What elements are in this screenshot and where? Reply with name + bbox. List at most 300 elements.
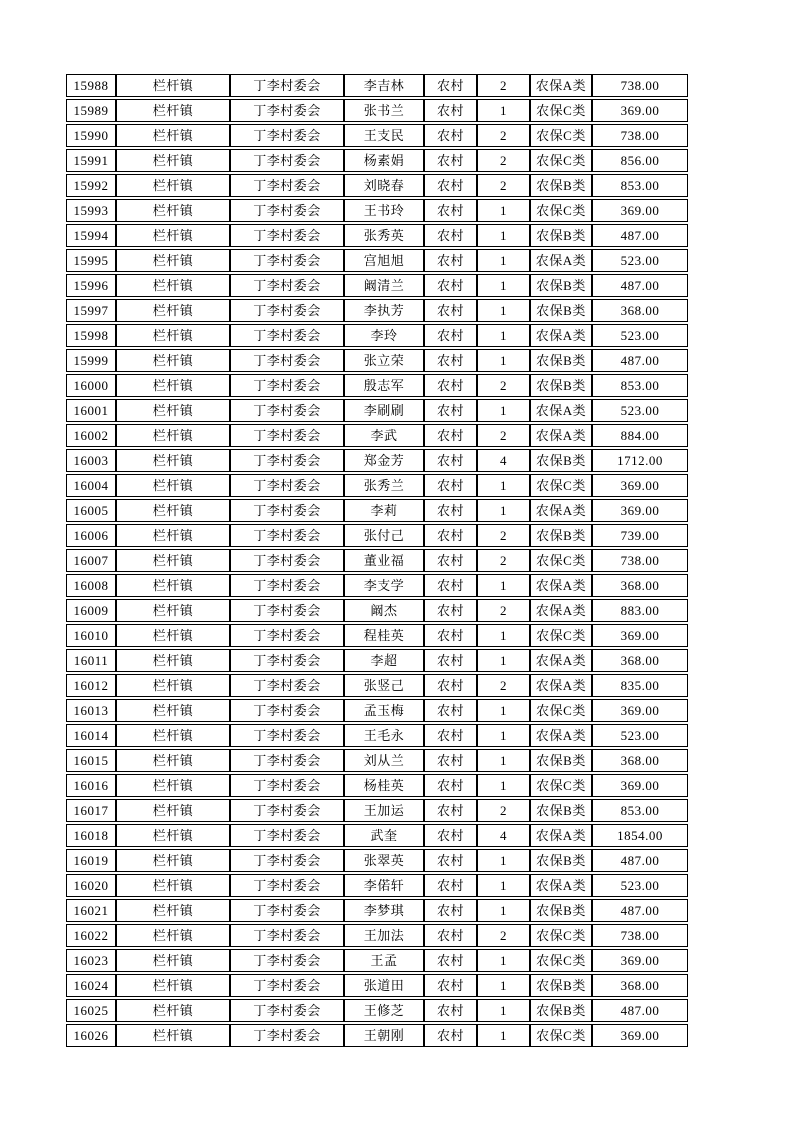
cell-person-count: 2	[477, 924, 530, 947]
cell-serial: 16002	[66, 424, 116, 447]
cell-name: 李刷刷	[344, 399, 424, 422]
cell-name: 董业福	[344, 549, 424, 572]
cell-town: 栏杆镇	[116, 599, 230, 622]
cell-village: 丁李村委会	[230, 674, 344, 697]
cell-serial: 15989	[66, 99, 116, 122]
cell-household-type: 农村	[424, 1024, 477, 1047]
cell-household-type: 农村	[424, 149, 477, 172]
cell-village: 丁李村委会	[230, 624, 344, 647]
cell-village: 丁李村委会	[230, 349, 344, 372]
cell-insurance-category: 农保B类	[530, 524, 592, 547]
cell-name: 杨素娟	[344, 149, 424, 172]
cell-village: 丁李村委会	[230, 399, 344, 422]
cell-amount: 853.00	[592, 799, 688, 822]
cell-serial: 15988	[66, 74, 116, 97]
cell-amount: 853.00	[592, 174, 688, 197]
cell-village: 丁李村委会	[230, 974, 344, 997]
cell-town: 栏杆镇	[116, 624, 230, 647]
cell-insurance-category: 农保A类	[530, 674, 592, 697]
cell-name: 王孟	[344, 949, 424, 972]
cell-name: 张道田	[344, 974, 424, 997]
table-row	[66, 299, 688, 322]
cell-person-count: 1	[477, 649, 530, 672]
cell-village: 丁李村委会	[230, 999, 344, 1022]
table-row	[66, 324, 688, 347]
cell-town: 栏杆镇	[116, 999, 230, 1022]
cell-name: 李支学	[344, 574, 424, 597]
table-row	[66, 799, 688, 822]
cell-town: 栏杆镇	[116, 474, 230, 497]
cell-village: 丁李村委会	[230, 899, 344, 922]
cell-person-count: 2	[477, 424, 530, 447]
cell-village: 丁李村委会	[230, 374, 344, 397]
cell-village: 丁李村委会	[230, 449, 344, 472]
cell-insurance-category: 农保B类	[530, 224, 592, 247]
table-row	[66, 399, 688, 422]
cell-serial: 15999	[66, 349, 116, 372]
table-row	[66, 274, 688, 297]
cell-name: 李梦琪	[344, 899, 424, 922]
cell-household-type: 农村	[424, 374, 477, 397]
cell-person-count: 1	[477, 974, 530, 997]
cell-town: 栏杆镇	[116, 874, 230, 897]
cell-serial: 15992	[66, 174, 116, 197]
cell-town: 栏杆镇	[116, 324, 230, 347]
cell-name: 李超	[344, 649, 424, 672]
table-row	[66, 349, 688, 372]
cell-village: 丁李村委会	[230, 299, 344, 322]
cell-insurance-category: 农保B类	[530, 799, 592, 822]
cell-name: 阚清兰	[344, 274, 424, 297]
cell-village: 丁李村委会	[230, 274, 344, 297]
cell-person-count: 1	[477, 574, 530, 597]
cell-town: 栏杆镇	[116, 124, 230, 147]
cell-household-type: 农村	[424, 274, 477, 297]
cell-village: 丁李村委会	[230, 324, 344, 347]
cell-village: 丁李村委会	[230, 199, 344, 222]
cell-amount: 883.00	[592, 599, 688, 622]
cell-amount: 369.00	[592, 699, 688, 722]
table-row	[66, 674, 688, 697]
cell-person-count: 1	[477, 774, 530, 797]
cell-serial: 16016	[66, 774, 116, 797]
cell-person-count: 1	[477, 999, 530, 1022]
cell-name: 李武	[344, 424, 424, 447]
cell-town: 栏杆镇	[116, 649, 230, 672]
cell-person-count: 2	[477, 524, 530, 547]
cell-household-type: 农村	[424, 174, 477, 197]
cell-name: 王加法	[344, 924, 424, 947]
table-row	[66, 924, 688, 947]
cell-amount: 368.00	[592, 299, 688, 322]
cell-name: 李偌轩	[344, 874, 424, 897]
cell-insurance-category: 农保B类	[530, 449, 592, 472]
cell-insurance-category: 农保A类	[530, 499, 592, 522]
cell-name: 王朝刚	[344, 1024, 424, 1047]
cell-town: 栏杆镇	[116, 149, 230, 172]
cell-person-count: 1	[477, 724, 530, 747]
cell-household-type: 农村	[424, 624, 477, 647]
cell-amount: 369.00	[592, 499, 688, 522]
cell-household-type: 农村	[424, 99, 477, 122]
cell-town: 栏杆镇	[116, 849, 230, 872]
table-row	[66, 499, 688, 522]
cell-village: 丁李村委会	[230, 599, 344, 622]
cell-insurance-category: 农保A类	[530, 574, 592, 597]
cell-village: 丁李村委会	[230, 874, 344, 897]
cell-name: 孟玉梅	[344, 699, 424, 722]
cell-household-type: 农村	[424, 299, 477, 322]
table-row	[66, 999, 688, 1022]
cell-insurance-category: 农保B类	[530, 374, 592, 397]
cell-person-count: 2	[477, 674, 530, 697]
pension-roster-table	[66, 72, 688, 1049]
cell-household-type: 农村	[424, 824, 477, 847]
cell-household-type: 农村	[424, 599, 477, 622]
cell-amount: 369.00	[592, 624, 688, 647]
cell-serial: 15994	[66, 224, 116, 247]
cell-serial: 15998	[66, 324, 116, 347]
cell-serial: 16000	[66, 374, 116, 397]
cell-village: 丁李村委会	[230, 99, 344, 122]
cell-household-type: 农村	[424, 324, 477, 347]
cell-amount: 523.00	[592, 399, 688, 422]
cell-person-count: 1	[477, 874, 530, 897]
cell-amount: 856.00	[592, 149, 688, 172]
cell-village: 丁李村委会	[230, 174, 344, 197]
cell-town: 栏杆镇	[116, 424, 230, 447]
cell-village: 丁李村委会	[230, 724, 344, 747]
cell-household-type: 农村	[424, 724, 477, 747]
cell-town: 栏杆镇	[116, 949, 230, 972]
table-row	[66, 449, 688, 472]
cell-household-type: 农村	[424, 849, 477, 872]
cell-insurance-category: 农保B类	[530, 899, 592, 922]
cell-town: 栏杆镇	[116, 674, 230, 697]
cell-insurance-category: 农保B类	[530, 749, 592, 772]
table-row	[66, 99, 688, 122]
cell-household-type: 农村	[424, 549, 477, 572]
cell-amount: 369.00	[592, 1024, 688, 1047]
cell-village: 丁李村委会	[230, 1024, 344, 1047]
cell-amount: 523.00	[592, 249, 688, 272]
cell-household-type: 农村	[424, 574, 477, 597]
cell-insurance-category: 农保B类	[530, 274, 592, 297]
cell-insurance-category: 农保A类	[530, 649, 592, 672]
cell-person-count: 1	[477, 899, 530, 922]
cell-person-count: 2	[477, 374, 530, 397]
cell-household-type: 农村	[424, 249, 477, 272]
table-row	[66, 749, 688, 772]
cell-household-type: 农村	[424, 699, 477, 722]
cell-name: 杨桂英	[344, 774, 424, 797]
cell-household-type: 农村	[424, 499, 477, 522]
cell-person-count: 2	[477, 799, 530, 822]
cell-village: 丁李村委会	[230, 824, 344, 847]
cell-household-type: 农村	[424, 449, 477, 472]
cell-amount: 487.00	[592, 849, 688, 872]
cell-town: 栏杆镇	[116, 924, 230, 947]
table-row	[66, 374, 688, 397]
cell-insurance-category: 农保B类	[530, 174, 592, 197]
cell-serial: 16003	[66, 449, 116, 472]
cell-town: 栏杆镇	[116, 824, 230, 847]
cell-person-count: 1	[477, 274, 530, 297]
cell-name: 王修芝	[344, 999, 424, 1022]
cell-town: 栏杆镇	[116, 174, 230, 197]
cell-person-count: 1	[477, 99, 530, 122]
cell-household-type: 农村	[424, 649, 477, 672]
table-row	[66, 224, 688, 247]
cell-name: 郑金芳	[344, 449, 424, 472]
cell-name: 刘晓春	[344, 174, 424, 197]
table-row	[66, 474, 688, 497]
cell-village: 丁李村委会	[230, 74, 344, 97]
cell-serial: 16015	[66, 749, 116, 772]
cell-village: 丁李村委会	[230, 124, 344, 147]
cell-village: 丁李村委会	[230, 649, 344, 672]
table-row	[66, 549, 688, 572]
table-row	[66, 699, 688, 722]
cell-serial: 16020	[66, 874, 116, 897]
cell-town: 栏杆镇	[116, 99, 230, 122]
cell-serial: 16005	[66, 499, 116, 522]
cell-insurance-category: 农保A类	[530, 724, 592, 747]
cell-town: 栏杆镇	[116, 274, 230, 297]
cell-person-count: 2	[477, 124, 530, 147]
cell-serial: 15993	[66, 199, 116, 222]
cell-amount: 884.00	[592, 424, 688, 447]
cell-serial: 16019	[66, 849, 116, 872]
cell-serial: 16004	[66, 474, 116, 497]
table-row	[66, 874, 688, 897]
cell-insurance-category: 农保C类	[530, 1024, 592, 1047]
cell-insurance-category: 农保A类	[530, 399, 592, 422]
cell-name: 殷志军	[344, 374, 424, 397]
cell-household-type: 农村	[424, 349, 477, 372]
cell-serial: 16009	[66, 599, 116, 622]
cell-amount: 369.00	[592, 99, 688, 122]
cell-name: 刘从兰	[344, 749, 424, 772]
cell-amount: 487.00	[592, 999, 688, 1022]
cell-name: 李莉	[344, 499, 424, 522]
cell-amount: 523.00	[592, 324, 688, 347]
cell-insurance-category: 农保C类	[530, 699, 592, 722]
cell-person-count: 1	[477, 249, 530, 272]
cell-town: 栏杆镇	[116, 499, 230, 522]
cell-person-count: 1	[477, 499, 530, 522]
cell-amount: 369.00	[592, 199, 688, 222]
table-row	[66, 899, 688, 922]
cell-serial: 16022	[66, 924, 116, 947]
cell-serial: 16021	[66, 899, 116, 922]
cell-amount: 368.00	[592, 974, 688, 997]
cell-serial: 16018	[66, 824, 116, 847]
cell-amount: 487.00	[592, 224, 688, 247]
cell-person-count: 2	[477, 599, 530, 622]
cell-name: 王加运	[344, 799, 424, 822]
cell-name: 王书玲	[344, 199, 424, 222]
cell-name: 阚杰	[344, 599, 424, 622]
cell-insurance-category: 农保C类	[530, 199, 592, 222]
cell-serial: 16026	[66, 1024, 116, 1047]
cell-name: 张秀英	[344, 224, 424, 247]
cell-village: 丁李村委会	[230, 924, 344, 947]
cell-name: 武奎	[344, 824, 424, 847]
cell-amount: 1712.00	[592, 449, 688, 472]
cell-person-count: 1	[477, 224, 530, 247]
table-row	[66, 949, 688, 972]
cell-village: 丁李村委会	[230, 524, 344, 547]
cell-serial: 16008	[66, 574, 116, 597]
cell-person-count: 4	[477, 449, 530, 472]
cell-name: 张翠英	[344, 849, 424, 872]
cell-town: 栏杆镇	[116, 749, 230, 772]
cell-village: 丁李村委会	[230, 149, 344, 172]
cell-household-type: 农村	[424, 749, 477, 772]
cell-household-type: 农村	[424, 774, 477, 797]
cell-household-type: 农村	[424, 949, 477, 972]
cell-town: 栏杆镇	[116, 974, 230, 997]
cell-village: 丁李村委会	[230, 424, 344, 447]
cell-person-count: 1	[477, 949, 530, 972]
cell-person-count: 2	[477, 74, 530, 97]
cell-village: 丁李村委会	[230, 574, 344, 597]
cell-serial: 16025	[66, 999, 116, 1022]
cell-household-type: 农村	[424, 124, 477, 147]
cell-serial: 15995	[66, 249, 116, 272]
table-row	[66, 524, 688, 547]
cell-town: 栏杆镇	[116, 574, 230, 597]
cell-amount: 487.00	[592, 899, 688, 922]
cell-amount: 739.00	[592, 524, 688, 547]
table-row	[66, 974, 688, 997]
cell-name: 张秀兰	[344, 474, 424, 497]
cell-person-count: 1	[477, 1024, 530, 1047]
cell-insurance-category: 农保C类	[530, 949, 592, 972]
cell-person-count: 1	[477, 849, 530, 872]
cell-insurance-category: 农保C类	[530, 624, 592, 647]
cell-person-count: 1	[477, 474, 530, 497]
cell-serial: 15997	[66, 299, 116, 322]
cell-person-count: 1	[477, 299, 530, 322]
cell-insurance-category: 农保B类	[530, 349, 592, 372]
cell-village: 丁李村委会	[230, 224, 344, 247]
cell-serial: 16007	[66, 549, 116, 572]
cell-amount: 369.00	[592, 774, 688, 797]
cell-village: 丁李村委会	[230, 849, 344, 872]
cell-village: 丁李村委会	[230, 249, 344, 272]
cell-household-type: 农村	[424, 674, 477, 697]
cell-name: 张竖己	[344, 674, 424, 697]
cell-insurance-category: 农保A类	[530, 874, 592, 897]
table-row	[66, 249, 688, 272]
cell-amount: 368.00	[592, 574, 688, 597]
cell-person-count: 1	[477, 349, 530, 372]
cell-insurance-category: 农保B类	[530, 999, 592, 1022]
cell-household-type: 农村	[424, 899, 477, 922]
cell-insurance-category: 农保C类	[530, 124, 592, 147]
cell-name: 程桂英	[344, 624, 424, 647]
cell-serial: 15991	[66, 149, 116, 172]
cell-serial: 16011	[66, 649, 116, 672]
cell-town: 栏杆镇	[116, 224, 230, 247]
table-row	[66, 199, 688, 222]
table-row	[66, 849, 688, 872]
cell-household-type: 农村	[424, 399, 477, 422]
cell-amount: 738.00	[592, 549, 688, 572]
cell-town: 栏杆镇	[116, 199, 230, 222]
table-row	[66, 424, 688, 447]
cell-household-type: 农村	[424, 474, 477, 497]
cell-town: 栏杆镇	[116, 774, 230, 797]
cell-town: 栏杆镇	[116, 299, 230, 322]
cell-town: 栏杆镇	[116, 349, 230, 372]
cell-town: 栏杆镇	[116, 549, 230, 572]
cell-amount: 738.00	[592, 124, 688, 147]
cell-town: 栏杆镇	[116, 799, 230, 822]
cell-household-type: 农村	[424, 74, 477, 97]
cell-serial: 16014	[66, 724, 116, 747]
table-body	[66, 74, 688, 1047]
cell-insurance-category: 农保B类	[530, 299, 592, 322]
table-row	[66, 624, 688, 647]
table-row	[66, 824, 688, 847]
cell-person-count: 1	[477, 699, 530, 722]
table-row	[66, 599, 688, 622]
cell-amount: 738.00	[592, 74, 688, 97]
table-row	[66, 124, 688, 147]
cell-serial: 15996	[66, 274, 116, 297]
cell-household-type: 农村	[424, 524, 477, 547]
cell-amount: 487.00	[592, 274, 688, 297]
cell-person-count: 2	[477, 174, 530, 197]
cell-serial: 16001	[66, 399, 116, 422]
cell-village: 丁李村委会	[230, 499, 344, 522]
cell-amount: 369.00	[592, 474, 688, 497]
cell-household-type: 农村	[424, 874, 477, 897]
cell-village: 丁李村委会	[230, 699, 344, 722]
cell-insurance-category: 农保A类	[530, 824, 592, 847]
cell-serial: 16017	[66, 799, 116, 822]
cell-person-count: 1	[477, 624, 530, 647]
cell-town: 栏杆镇	[116, 374, 230, 397]
cell-town: 栏杆镇	[116, 449, 230, 472]
cell-insurance-category: 农保A类	[530, 74, 592, 97]
cell-serial: 16024	[66, 974, 116, 997]
cell-insurance-category: 农保A类	[530, 424, 592, 447]
table-row	[66, 1024, 688, 1047]
cell-amount: 853.00	[592, 374, 688, 397]
cell-name: 王支民	[344, 124, 424, 147]
cell-person-count: 2	[477, 149, 530, 172]
cell-village: 丁李村委会	[230, 549, 344, 572]
cell-village: 丁李村委会	[230, 774, 344, 797]
table-row	[66, 574, 688, 597]
cell-town: 栏杆镇	[116, 1024, 230, 1047]
cell-household-type: 农村	[424, 799, 477, 822]
cell-town: 栏杆镇	[116, 899, 230, 922]
cell-amount: 738.00	[592, 924, 688, 947]
cell-person-count: 2	[477, 549, 530, 572]
cell-household-type: 农村	[424, 424, 477, 447]
cell-person-count: 1	[477, 399, 530, 422]
cell-household-type: 农村	[424, 999, 477, 1022]
cell-name: 李吉林	[344, 74, 424, 97]
cell-insurance-category: 农保B类	[530, 974, 592, 997]
cell-amount: 368.00	[592, 749, 688, 772]
cell-insurance-category: 农保A类	[530, 249, 592, 272]
